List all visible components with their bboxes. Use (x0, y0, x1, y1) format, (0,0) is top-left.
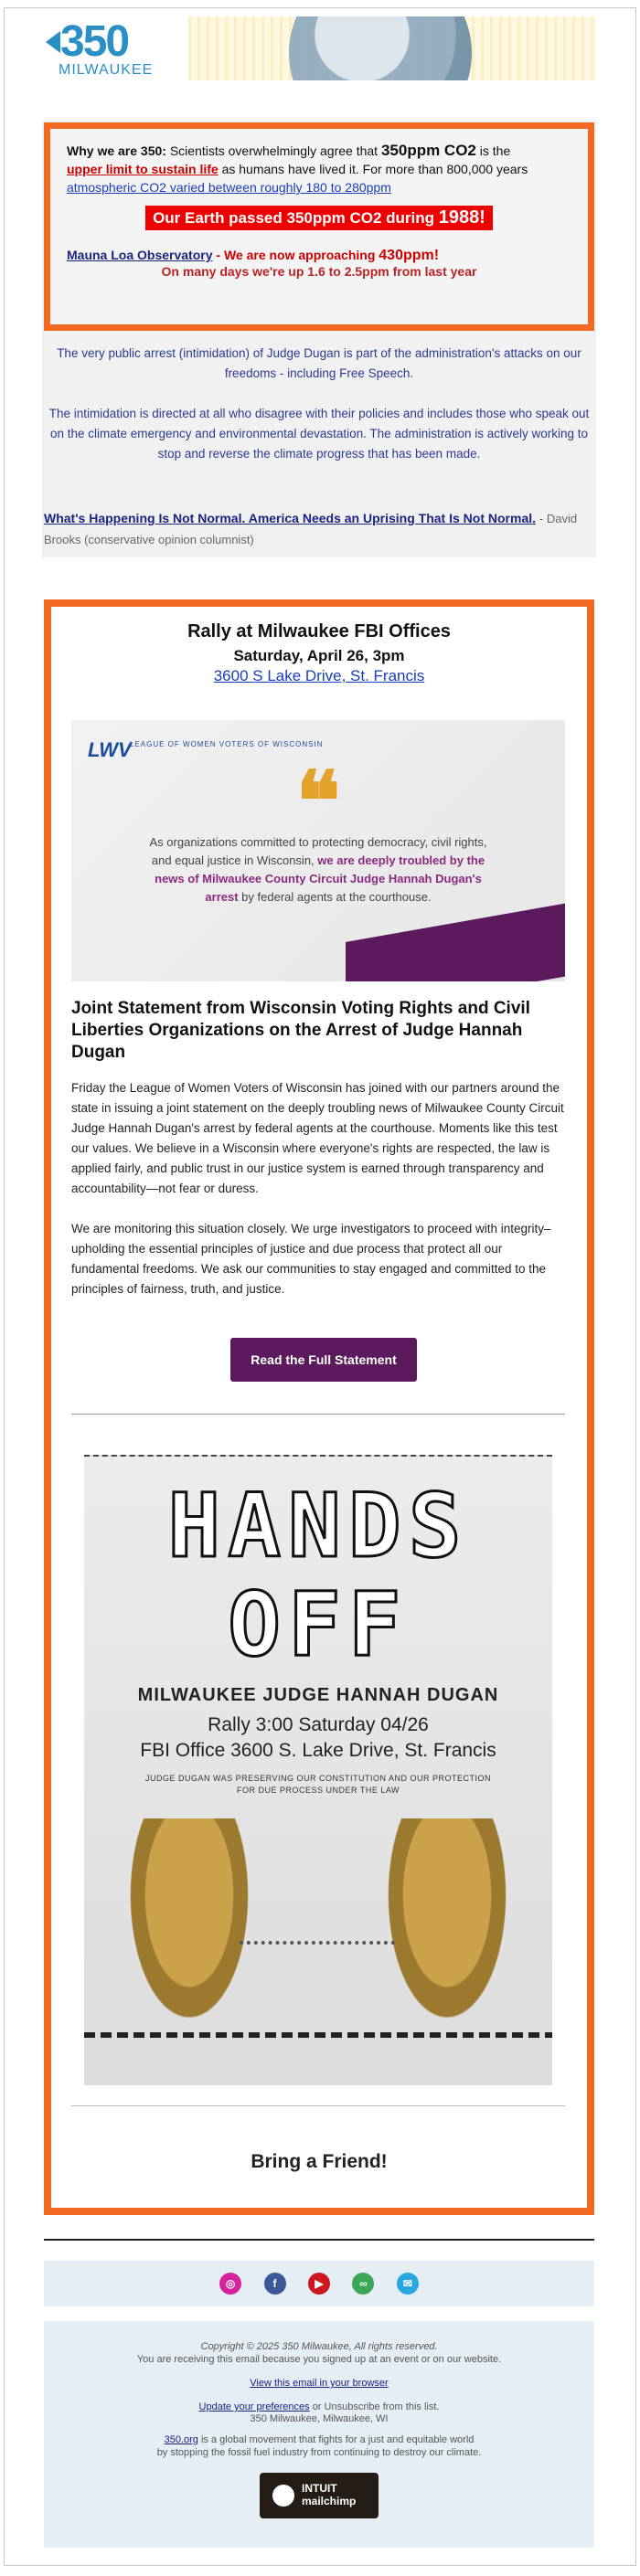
climate-callout (44, 122, 594, 331)
passed-banner-wrap (67, 206, 571, 230)
daily-increase-text: On many days we're up 1.6 to 2.5ppm from last year (161, 264, 477, 279)
update-preferences-link[interactable]: Update your preferences (198, 2401, 310, 2412)
mauna-loa-line (67, 247, 571, 264)
arrest-paragraphs (44, 344, 594, 484)
mailchimp-badge[interactable] (260, 2473, 379, 2518)
rally-address-link[interactable]: 3600 S Lake Drive, St. Francis (213, 667, 425, 684)
footer-location: 350 Milwaukee, Milwaukee, WI (250, 2413, 389, 2424)
arrest-paragraph-1: The very public arrest (intimidation) of Judge Dugan is part of the administration's attacks on our freedoms - including Free Speech. (57, 346, 581, 380)
copyright: Copyright © 2025 350 Milwaukee, All rights reserved. (200, 2341, 438, 2352)
quote-mark-icon: ❝ (295, 753, 341, 850)
hands-off-poster (84, 1455, 552, 2085)
link-icon[interactable]: ∞ (352, 2273, 374, 2295)
lwv-quote-highlight: we are deeply troubled by the news of Milwaukee County Circuit Judge Hannah Dugan's arrest (155, 853, 485, 904)
statement-paragraph-2: We are monitoring this situation closely. We urge investigators to proceed with integrity– upholding the essential principles of justice and due process that protect all our fundamental freedoms. We ask our communities to stay engaged and committed to the principles of fairness, truth, and justice. (71, 1222, 551, 1296)
lwv-logo-text: LEAGUE OF WOMEN VOTERS OF WISCONSIN (130, 740, 324, 748)
lwv-quote (144, 833, 492, 906)
logo-arrow-icon (46, 31, 60, 53)
social-links (44, 2261, 594, 2306)
lwv-quote-end: by federal agents at the courthouse. (241, 890, 432, 904)
mailchimp-line1: INTUIT (302, 2482, 337, 2495)
purple-swoosh (346, 900, 565, 981)
rally-date: Saturday, April 26, 3pm (233, 647, 405, 664)
raised-fist-left-icon (121, 1818, 258, 2038)
brooks-author: - David Brooks (conservative opinion columnist) (44, 512, 578, 546)
ppm-value: 350ppm CO2 (380, 142, 476, 159)
logo-number: 350 (60, 17, 129, 66)
youtube-icon[interactable]: ▶ (308, 2273, 330, 2295)
mauna-value: 430ppm! (379, 248, 440, 263)
why-text-1: Scientists overwhelmingly agree that (169, 143, 379, 158)
receiving-reason: You are receiving this email because you signed up at an event or on our website. (136, 2354, 502, 2365)
globe-icon (289, 16, 472, 80)
brooks-article-link[interactable]: What's Happening Is Not Normal. America Needs an Uprising That Is Not Normal. (44, 511, 537, 525)
org-line (44, 2434, 594, 2445)
rally-title: Rally at Milwaukee FBI Offices (187, 621, 451, 641)
poster-off: OFF (228, 1574, 409, 1676)
preferences-line (44, 2401, 594, 2412)
why-text-2: is the (479, 143, 511, 158)
rally-section (44, 599, 594, 2215)
view-in-browser-link[interactable]: View this email in your browser (250, 2378, 389, 2389)
divider (71, 2105, 565, 2106)
header-banner-image (188, 16, 596, 80)
brooks-article (44, 508, 594, 550)
statement-title: Joint Statement from Wisconsin Voting Rights and Civil Liberties Organizations on the Arrest of Judge Hannah Dugan (71, 999, 530, 1062)
org-text-2: by stopping the fossil fuel industry from continuing to destroy our climate. (156, 2447, 482, 2458)
email-icon[interactable]: ✉ (397, 2273, 419, 2295)
unsubscribe-text[interactable]: or Unsubscribe from this list. (312, 2401, 440, 2412)
350-milwaukee-logo[interactable] (46, 16, 183, 80)
poster-judge: MILWAUKEE JUDGE HANNAH DUGAN (137, 1685, 499, 1705)
upper-limit-link[interactable]: upper limit to sustain life (67, 162, 219, 176)
why-text-3: as humans have lived it. For more than 800,000 years (221, 162, 528, 176)
mailchimp-logo-icon (272, 2485, 294, 2507)
email-header (42, 16, 596, 80)
poster-subtext: JUDGE DUGAN WAS PRESERVING OUR CONSTITUTION AND OUR PROTECTION FOR DUE PROCESS UNDER THE LAW (144, 1774, 492, 1795)
statement-body (71, 1078, 565, 1320)
passed-350-banner (145, 206, 493, 230)
bring-a-friend: Bring a Friend! (251, 2151, 388, 2172)
passed-year: 1988! (438, 207, 485, 228)
email-footer (44, 2321, 594, 2548)
instagram-icon[interactable]: ◎ (219, 2273, 241, 2295)
atmospheric-co2-link[interactable]: atmospheric CO2 varied between roughly 180 to 280ppm (67, 180, 391, 195)
barbed-wire (84, 2032, 552, 2038)
lwv-statement-image[interactable] (71, 720, 565, 981)
arrest-paragraph-2: The intimidation is directed at all who disagree with their policies and includes those who speak out on the climate emergency and environmental devastation. The administration is actively working to stop and reverse the climate progress that has been made. (48, 407, 590, 461)
mailchimp-line2: mailchimp (302, 2495, 357, 2507)
mauna-text: - We are now approaching (216, 248, 376, 262)
poster-rally-time: Rally 3:00 Saturday 04/26 (208, 1714, 429, 1735)
passed-text: Our Earth passed 350ppm CO2 during (153, 209, 435, 227)
raised-fist-right-icon (379, 1818, 516, 2038)
org-text-1: is a global movement that fights for a just and equitable world (200, 2434, 475, 2445)
statement-paragraph-1: Friday the League of Women Voters of Wisconsin has joined with our partners around the state in issuing a joint statement on the deeply troubling news of Milwaukee County Circuit Judge Hannah Dugan's arrest by federal agents at the courthouse. Moments like this test our values. We believe in a Wisconsin where everyone's rights are respected, the law is applied fairly, and public trust in our justice system is earned through transparency and accountability—not fear or duress. (71, 1081, 564, 1195)
mauna-loa-link[interactable]: Mauna Loa Observatory (67, 248, 213, 262)
350-org-link[interactable]: 350.org (164, 2434, 198, 2445)
lwv-quote-plain: As organizations committed to protecting democracy, civil rights, and equal justice in Wisconsin, (149, 835, 487, 867)
broken-chain-icon (240, 1941, 395, 1968)
logo-city: MILWAUKEE (59, 62, 154, 78)
read-full-statement-button[interactable]: Read the Full Statement (230, 1338, 417, 1382)
divider (44, 2239, 594, 2241)
why-label: Why we are 350: (67, 143, 166, 158)
poster-hands: HANDS (167, 1475, 469, 1577)
facebook-icon[interactable]: f (264, 2273, 286, 2295)
lwv-logo: LWV (88, 738, 132, 761)
poster-location: FBI Office 3600 S. Lake Drive, St. Francis (140, 1740, 496, 1761)
why-350-text (67, 142, 571, 196)
divider (71, 1414, 565, 1415)
